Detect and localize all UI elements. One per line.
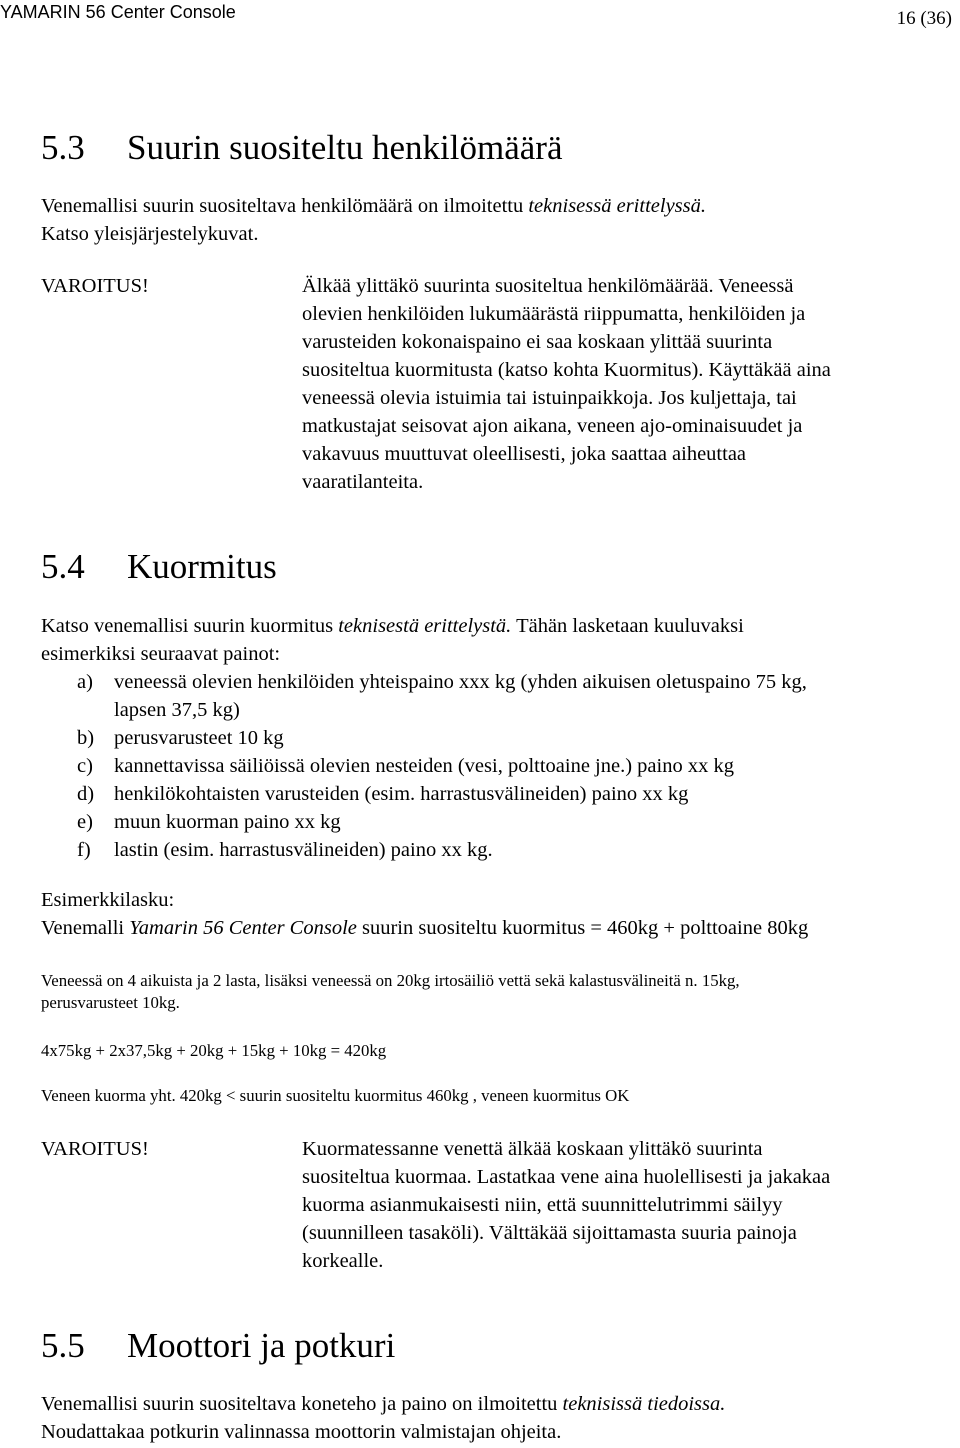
- list-label: c): [77, 755, 93, 777]
- weight-list: [77, 668, 807, 864]
- paragraph: [41, 192, 706, 220]
- warning-text: [302, 272, 942, 496]
- warning-line: (suunnilleen tasaköli). Välttäkää sijoittamasta suuria painoja: [302, 1222, 797, 1244]
- section-title: Suurin suositeltu henkilömäärä: [127, 128, 563, 167]
- text: Venemalli: [41, 917, 130, 939]
- warning-line: suositeltua kuormitusta (katso kohta Kuormitus). Käyttäkää aina: [302, 359, 831, 381]
- italic-text: teknisissä tiedoissa.: [562, 1393, 726, 1415]
- text: Venemallisi suurin suositeltava henkilömäärä on ilmoitettu: [41, 195, 529, 217]
- section-heading-5-4: [41, 547, 277, 587]
- section-number: 5.5: [41, 1326, 85, 1365]
- warning-line: vaaratilanteita.: [302, 471, 424, 493]
- italic-text: teknisestä erittelystä.: [338, 615, 512, 637]
- list-label: b): [77, 727, 95, 749]
- example-heading: Esimerkkilasku:: [41, 889, 175, 911]
- example-line: [41, 914, 808, 942]
- section-title: Moottori ja potkuri: [127, 1326, 396, 1365]
- warning-label: VAROITUS!: [41, 1138, 149, 1160]
- italic-text: teknisessä erittelyssä.: [528, 195, 706, 217]
- text: Venemallisi suurin suositeltava koneteho ja paino on ilmoitettu: [41, 1393, 563, 1415]
- paragraph: esimerkiksi seuraavat painot:: [41, 643, 281, 665]
- warning-line: Kuormatessanne venettä älkää koskaan ylittäkö suurinta: [302, 1138, 763, 1160]
- italic-text: Yamarin 56 Center Console: [129, 917, 357, 939]
- warning-line: vakavuus muuttuvat oleellisesti, joka saattaa aiheuttaa: [302, 443, 747, 465]
- warning-line: kuorma asianmukaisesti niin, että suunnittelutrimmi säilyy: [302, 1194, 783, 1216]
- list-item: [77, 752, 807, 780]
- list-label: e): [77, 811, 93, 833]
- list-text: muun kuorman paino xx kg: [114, 811, 341, 833]
- warning-line: Älkää ylittäkö suurinta suositeltua henkilömäärää. Veneessä: [302, 275, 794, 297]
- list-text: lastin (esim. harrastusvälineiden) paino xx kg.: [114, 839, 493, 861]
- text: Tähän lasketaan kuuluvaksi: [511, 615, 744, 637]
- warning-line: olevien henkilöiden lukumäärästä riippumatta, henkilöiden ja: [302, 303, 806, 325]
- warning-line: veneessä olevia istuimia tai istuinpaikkoja. Jos kuljettaja, tai: [302, 387, 797, 409]
- list-item: [77, 808, 807, 836]
- paragraph: [41, 612, 744, 640]
- text: Katso venemallisi suurin kuormitus: [41, 615, 339, 637]
- list-item: [77, 668, 807, 724]
- list-text: henkilökohtaisten varusteiden (esim. harrastusvälineiden) paino xx kg: [114, 783, 689, 805]
- list-item: [77, 780, 807, 808]
- list-label: a): [77, 671, 93, 693]
- list-text: lapsen 37,5 kg): [114, 699, 240, 721]
- warning-text: [302, 1135, 942, 1275]
- section-number: 5.3: [41, 128, 85, 167]
- section-heading-5-5: [41, 1326, 395, 1366]
- calculation: 4x75kg + 2x37,5kg + 20kg + 15kg + 10kg = 420kg: [41, 1041, 387, 1060]
- list-item: [77, 724, 807, 752]
- list-text: kannettavissa säiliöissä olevien nesteiden (vesi, polttoaine jne.) paino xx kg: [114, 755, 734, 777]
- list-label: f): [77, 839, 91, 861]
- section-number: 5.4: [41, 547, 85, 586]
- paragraph: Noudattakaa potkurin valinnassa moottorin valmistajan ohjeita.: [41, 1421, 562, 1443]
- section-heading-5-3: [41, 128, 562, 168]
- list-item: [77, 836, 807, 864]
- list-text: perusvarusteet 10 kg: [114, 727, 284, 749]
- text: suurin suositeltu kuormitus = 460kg + polttoaine 80kg: [356, 917, 809, 939]
- warning-line: matkustajat seisovat ajon aikana, veneen ajo-ominaisuudet ja: [302, 415, 803, 437]
- list-label: d): [77, 783, 95, 805]
- paragraph: [41, 1390, 725, 1418]
- warning-line: varusteiden kokonaispaino ei saa koskaan ylittää suurinta: [302, 331, 773, 353]
- list-text: veneessä olevien henkilöiden yhteispaino xxx kg (yhden aikuisen oletuspaino 75 kg,: [114, 671, 807, 693]
- result-line: Veneen kuorma yht. 420kg < suurin suositeltu kuormitus 460kg , veneen kuormitus OK: [41, 1086, 630, 1105]
- text: perusvarusteet 10kg.: [41, 993, 180, 1012]
- warning-line: suositeltua kuormaa. Lastatkaa vene aina huolellisesti ja jakakaa: [302, 1166, 831, 1188]
- document-title: YAMARIN 56 Center Console: [0, 2, 236, 22]
- paragraph: Katso yleisjärjestelykuvat.: [41, 223, 259, 245]
- warning-label: VAROITUS!: [41, 275, 149, 297]
- small-paragraph: [41, 970, 740, 1014]
- warning-line: korkealle.: [302, 1250, 384, 1272]
- text: Veneessä on 4 aikuista ja 2 lasta, lisäksi veneessä on 20kg irtosäiliö vettä sekä kalastusvälineitä n. 15kg,: [41, 971, 740, 990]
- page-number: 16 (36): [896, 8, 952, 29]
- section-title: Kuormitus: [127, 547, 277, 586]
